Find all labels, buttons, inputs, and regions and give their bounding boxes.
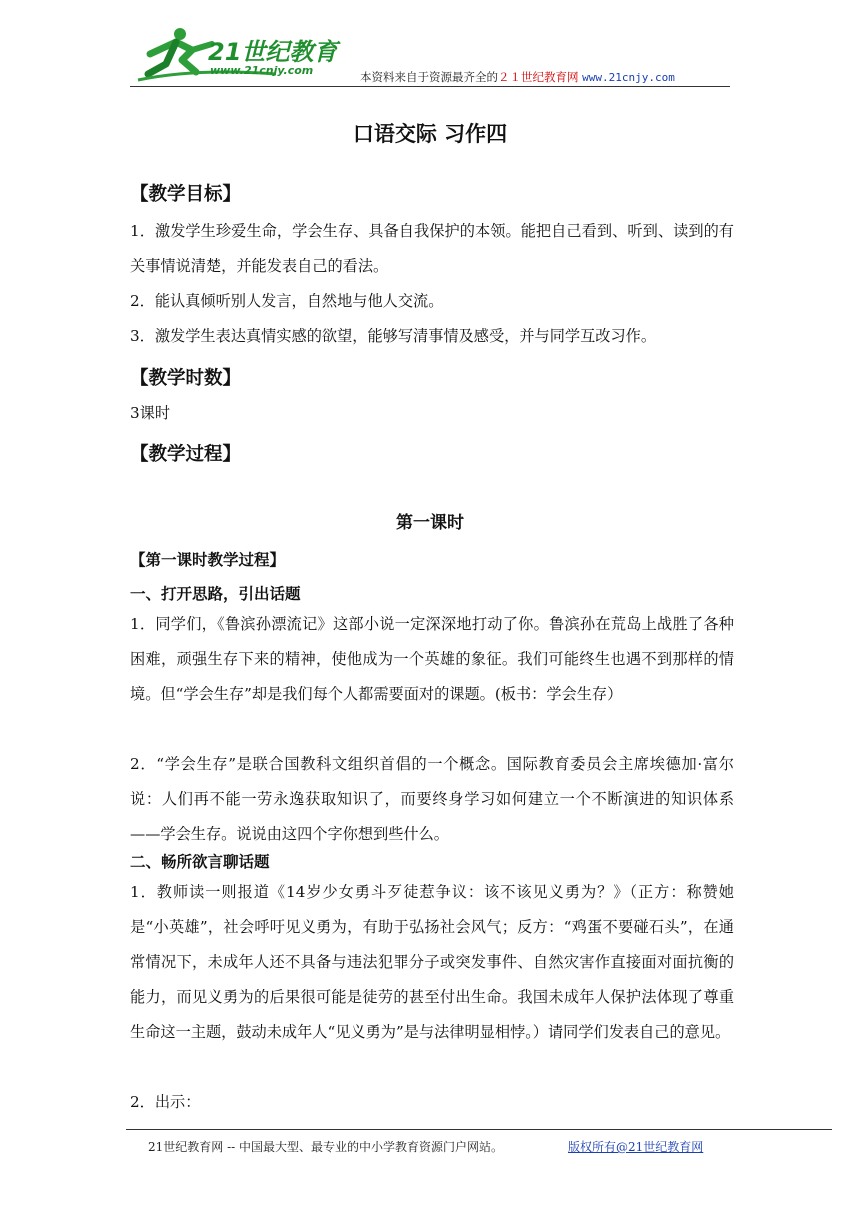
header-site-url[interactable]: www.21cnjy.com xyxy=(582,71,675,84)
footer-copyright-link[interactable]: 版权所有@21世纪教育网 xyxy=(568,1140,704,1154)
hours-heading: 【教学时数】 xyxy=(130,368,242,389)
step2-paragraph-2: 2．出示： xyxy=(130,1093,201,1111)
goal-item-1: 1．激发学生珍爱生命，学会生存、具备自我保护的本领。能把自己看到、听到、读到的有关事情说清楚，并能发表自己的看法。 xyxy=(130,222,734,275)
process-heading: 【教学过程】 xyxy=(130,444,242,465)
goals-heading: 【教学目标】 xyxy=(130,184,242,205)
goal-item-2: 2．能认真倾听别人发言，自然地与他人交流。 xyxy=(130,292,444,310)
step2-paragraph-1: 1．教师读一则报道《14岁少女勇斗歹徒惹争议：该不该见义勇为？》（正方：称赞她是“小英雄”，社会呼吁见义勇为，有助于弘扬社会风气；反方：“鸡蛋不要碰石头”，在通常情况下，未成年人还不具备与违法犯罪分子或突发事件、自然灾害作直接面对面抗衡的能力，而见义勇为的后果很可能是徒劳的甚至付出生命。我国未成年人保护法体现了尊重生命这一主题，鼓动未成年人“见义勇为”是与法律明显相悖。）请同学们发表自己的意见。 xyxy=(130,883,734,1041)
logo-url: www.21cnjy.com xyxy=(210,64,314,77)
goal-item-3: 3．激发学生表达真情实感的欲望，能够写清事情及感受，并与同学互改习作。 xyxy=(130,327,657,345)
footer-divider xyxy=(126,1129,832,1130)
step1-paragraph-2: 2．“学会生存”是联合国教科文组织首倡的一个概念。国际教育委员会主席埃德加·富尔说：人们再不能一劳永逸获取知识了，而要终身学习如何建立一个不断演进的知识体系——学会生存。说说由这四个字你想到些什么。 xyxy=(130,755,734,843)
lesson-title: 第一课时 xyxy=(396,513,464,533)
header-note xyxy=(360,69,675,85)
hours-text: 3课时 xyxy=(130,404,171,422)
step1-paragraph-1: 1．同学们，《鲁滨孙漂流记》这部小说一定深深地打动了你。鲁滨孙在荒岛上战胜了各种困难，顽强生存下来的精神，使他成为一个英雄的象征。我们可能终生也遇不到那样的情境。但“学会生存”却是我们每个人都需要面对的课题。(板书：学会生存） xyxy=(130,615,734,703)
header-note-prefix: 本资料来自于资源最齐全的 xyxy=(360,70,498,84)
footer-text: 21世纪教育网 -- 中国最大型、最专业的中小学教育资源门户网站。 xyxy=(148,1140,504,1154)
logo-title: 21世纪教育 xyxy=(208,38,338,66)
site-logo[interactable] xyxy=(136,24,336,82)
lesson-process-heading: 【第一课时教学过程】 xyxy=(130,551,286,569)
step2-title: 二、畅所欲言聊话题 xyxy=(130,853,270,871)
header-site-name[interactable]: ２１世纪教育网 xyxy=(498,70,579,84)
page-title: 口语交际 习作四 xyxy=(352,122,508,146)
step1-title: 一、打开思路，引出话题 xyxy=(130,585,301,603)
page-header xyxy=(130,20,730,87)
